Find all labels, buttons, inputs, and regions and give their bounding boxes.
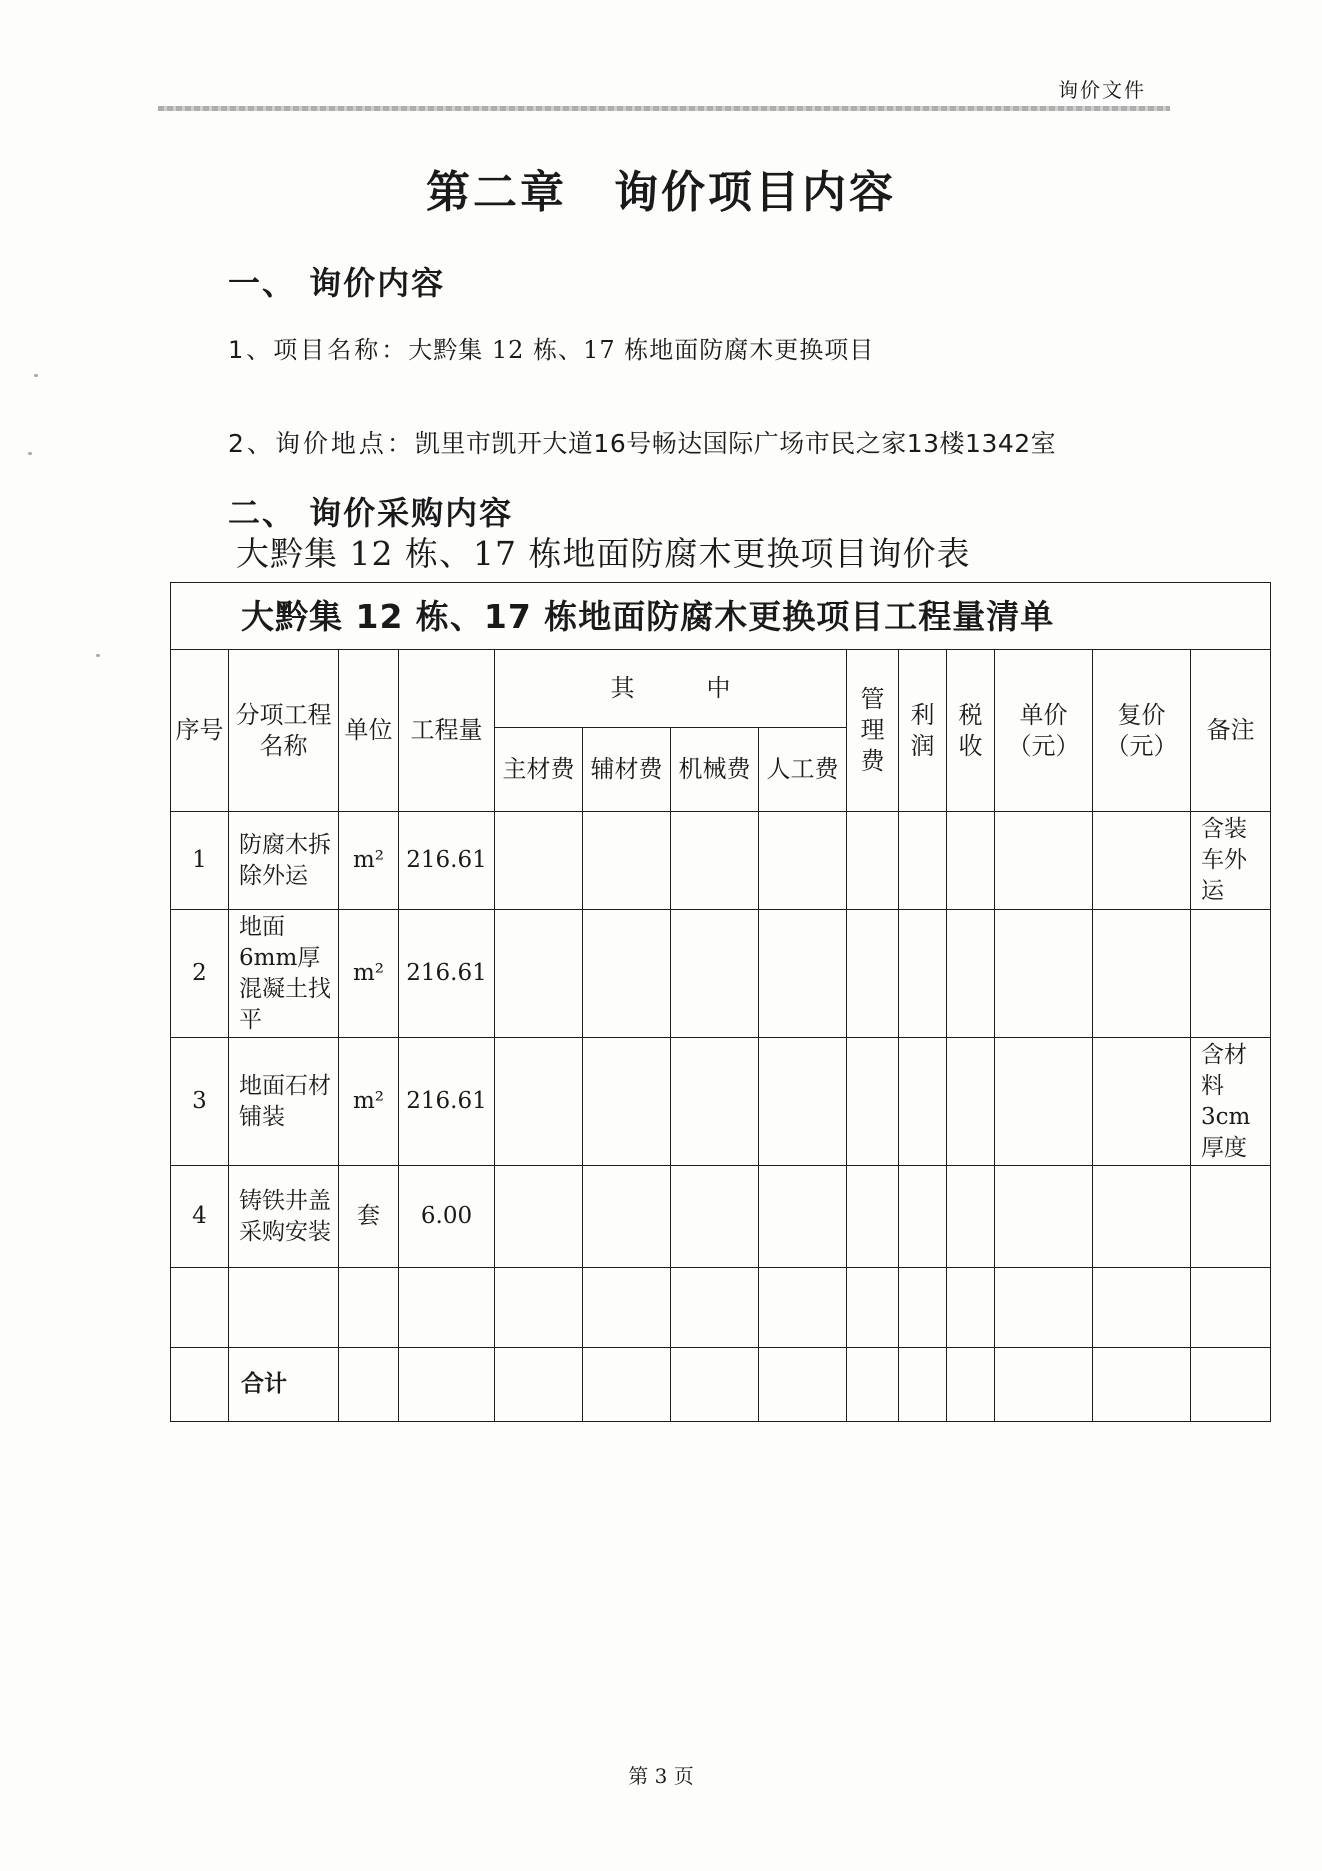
row-cell [759,1268,847,1348]
row-cell [1191,1268,1271,1348]
scan-speck [96,654,100,657]
row-cell [995,1348,1093,1422]
row-cell [947,1038,995,1166]
row-cell [899,1268,947,1348]
table-row-empty [171,1268,1271,1348]
row-remark: 含装车外运 [1191,812,1271,910]
row-remark [1191,1166,1271,1268]
row-unit: m² [339,910,399,1038]
row-cell [1093,1166,1191,1268]
row-seq: 3 [171,1038,229,1166]
row-remark [1191,910,1271,1038]
row-cell [759,1166,847,1268]
header-tax: 税收 [947,650,995,812]
row-cell [759,910,847,1038]
row-cell [847,812,899,910]
row-cell [671,812,759,910]
row-cell [995,1268,1093,1348]
section-heading-inquiry-content: 一、 询价内容 [228,264,446,302]
row-cell [995,812,1093,910]
row-quantity: 6.00 [399,1166,495,1268]
inquiry-location-line [228,424,1056,460]
row-cell [583,1348,671,1422]
header-divider [158,106,1170,111]
header-remark: 备注 [1191,650,1271,812]
row-cell [1093,1038,1191,1166]
row-quantity: 216.61 [399,1038,495,1166]
header-of-which: 其 中 [495,650,847,728]
row-cell [847,1348,899,1422]
row-cell [399,1348,495,1422]
row-cell [1093,1348,1191,1422]
row-cell [899,812,947,910]
header-quantity: 工程量 [399,650,495,812]
row-cell [171,1268,229,1348]
total-label: 合计 [229,1348,339,1422]
row-item-name: 铸铁井盖采购安装 [229,1166,339,1268]
header-main-material-fee: 主材费 [495,728,583,812]
row-cell [995,1166,1093,1268]
row-item-name: 地面石材铺装 [229,1038,339,1166]
row-cell [947,1348,995,1422]
row-cell [583,1166,671,1268]
header-total-price: 复价（元） [1093,650,1191,812]
row-cell [995,1038,1093,1166]
table-row [171,812,1271,910]
document-header-label: 询价文件 [1058,78,1146,102]
page-number: 第 3 页 [628,1764,694,1788]
row-cell [1093,1268,1191,1348]
row-cell [759,812,847,910]
project-name-label: 1、项目名称： [228,336,409,364]
table-row [171,1166,1271,1268]
row-cell [671,1268,759,1348]
row-cell [1093,910,1191,1038]
header-labor-fee: 人工费 [759,728,847,812]
row-seq: 2 [171,910,229,1038]
row-cell [947,812,995,910]
row-remark: 含材料3cm厚度 [1191,1038,1271,1166]
row-unit: 套 [339,1166,399,1268]
row-seq: 4 [171,1166,229,1268]
row-quantity: 216.61 [399,812,495,910]
row-cell [671,1166,759,1268]
header-management-fee: 管理费 [847,650,899,812]
table-caption: 大黔集 12 栋、17 栋地面防腐木更换项目询价表 [236,534,971,573]
row-cell [671,1038,759,1166]
row-cell [229,1268,339,1348]
row-cell [899,1166,947,1268]
inquiry-location-value: 凯里市凯开大道16号畅达国际广场市民之家13楼1342室 [414,429,1057,458]
project-name-line [228,330,874,365]
row-cell [399,1268,495,1348]
table-title: 大黔集 12 栋、17 栋地面防腐木更换项目工程量清单 [171,583,1271,650]
scan-speck [34,374,38,377]
row-cell [899,1038,947,1166]
row-seq: 1 [171,812,229,910]
row-cell [1093,812,1191,910]
chapter-title: 第二章 询价项目内容 [426,167,896,218]
row-item-name: 地面6mm厚混凝土找平 [229,910,339,1038]
row-cell [339,1268,399,1348]
row-cell [759,1348,847,1422]
table-row [171,1038,1271,1166]
row-cell [495,910,583,1038]
inquiry-location-label: 2、询价地点： [228,429,415,458]
row-cell [583,1268,671,1348]
row-cell [847,1166,899,1268]
row-cell [495,812,583,910]
row-cell [495,1166,583,1268]
row-cell [899,910,947,1038]
row-cell [947,910,995,1038]
row-cell [847,1038,899,1166]
header-profit: 利润 [899,650,947,812]
header-aux-material-fee: 辅材费 [583,728,671,812]
header-machinery-fee: 机械费 [671,728,759,812]
row-quantity: 216.61 [399,910,495,1038]
row-cell [1191,1348,1271,1422]
row-cell [759,1038,847,1166]
row-item-name: 防腐木拆除外运 [229,812,339,910]
row-unit: m² [339,812,399,910]
header-unit-price: 单价（元） [995,650,1093,812]
row-cell [339,1348,399,1422]
row-cell [995,910,1093,1038]
bill-of-quantities-table [170,582,1271,1422]
scan-speck [28,452,32,455]
row-unit: m² [339,1038,399,1166]
row-cell [495,1038,583,1166]
row-cell [847,1268,899,1348]
row-cell [947,1166,995,1268]
header-item-name: 分项工程名称 [229,650,339,812]
table-row-total [171,1348,1271,1422]
row-cell [899,1348,947,1422]
row-cell [947,1268,995,1348]
project-name-value: 大黔集 12 栋、17 栋地面防腐木更换项目 [408,336,875,364]
section-heading-procurement-content: 二、 询价采购内容 [228,494,514,532]
header-unit: 单位 [339,650,399,812]
table-row [171,910,1271,1038]
row-cell [495,1268,583,1348]
row-cell [171,1348,229,1422]
row-cell [583,1038,671,1166]
row-cell [847,910,899,1038]
row-cell [671,1348,759,1422]
row-cell [671,910,759,1038]
row-cell [495,1348,583,1422]
header-seq: 序号 [171,650,229,812]
row-cell [583,812,671,910]
row-cell [583,910,671,1038]
